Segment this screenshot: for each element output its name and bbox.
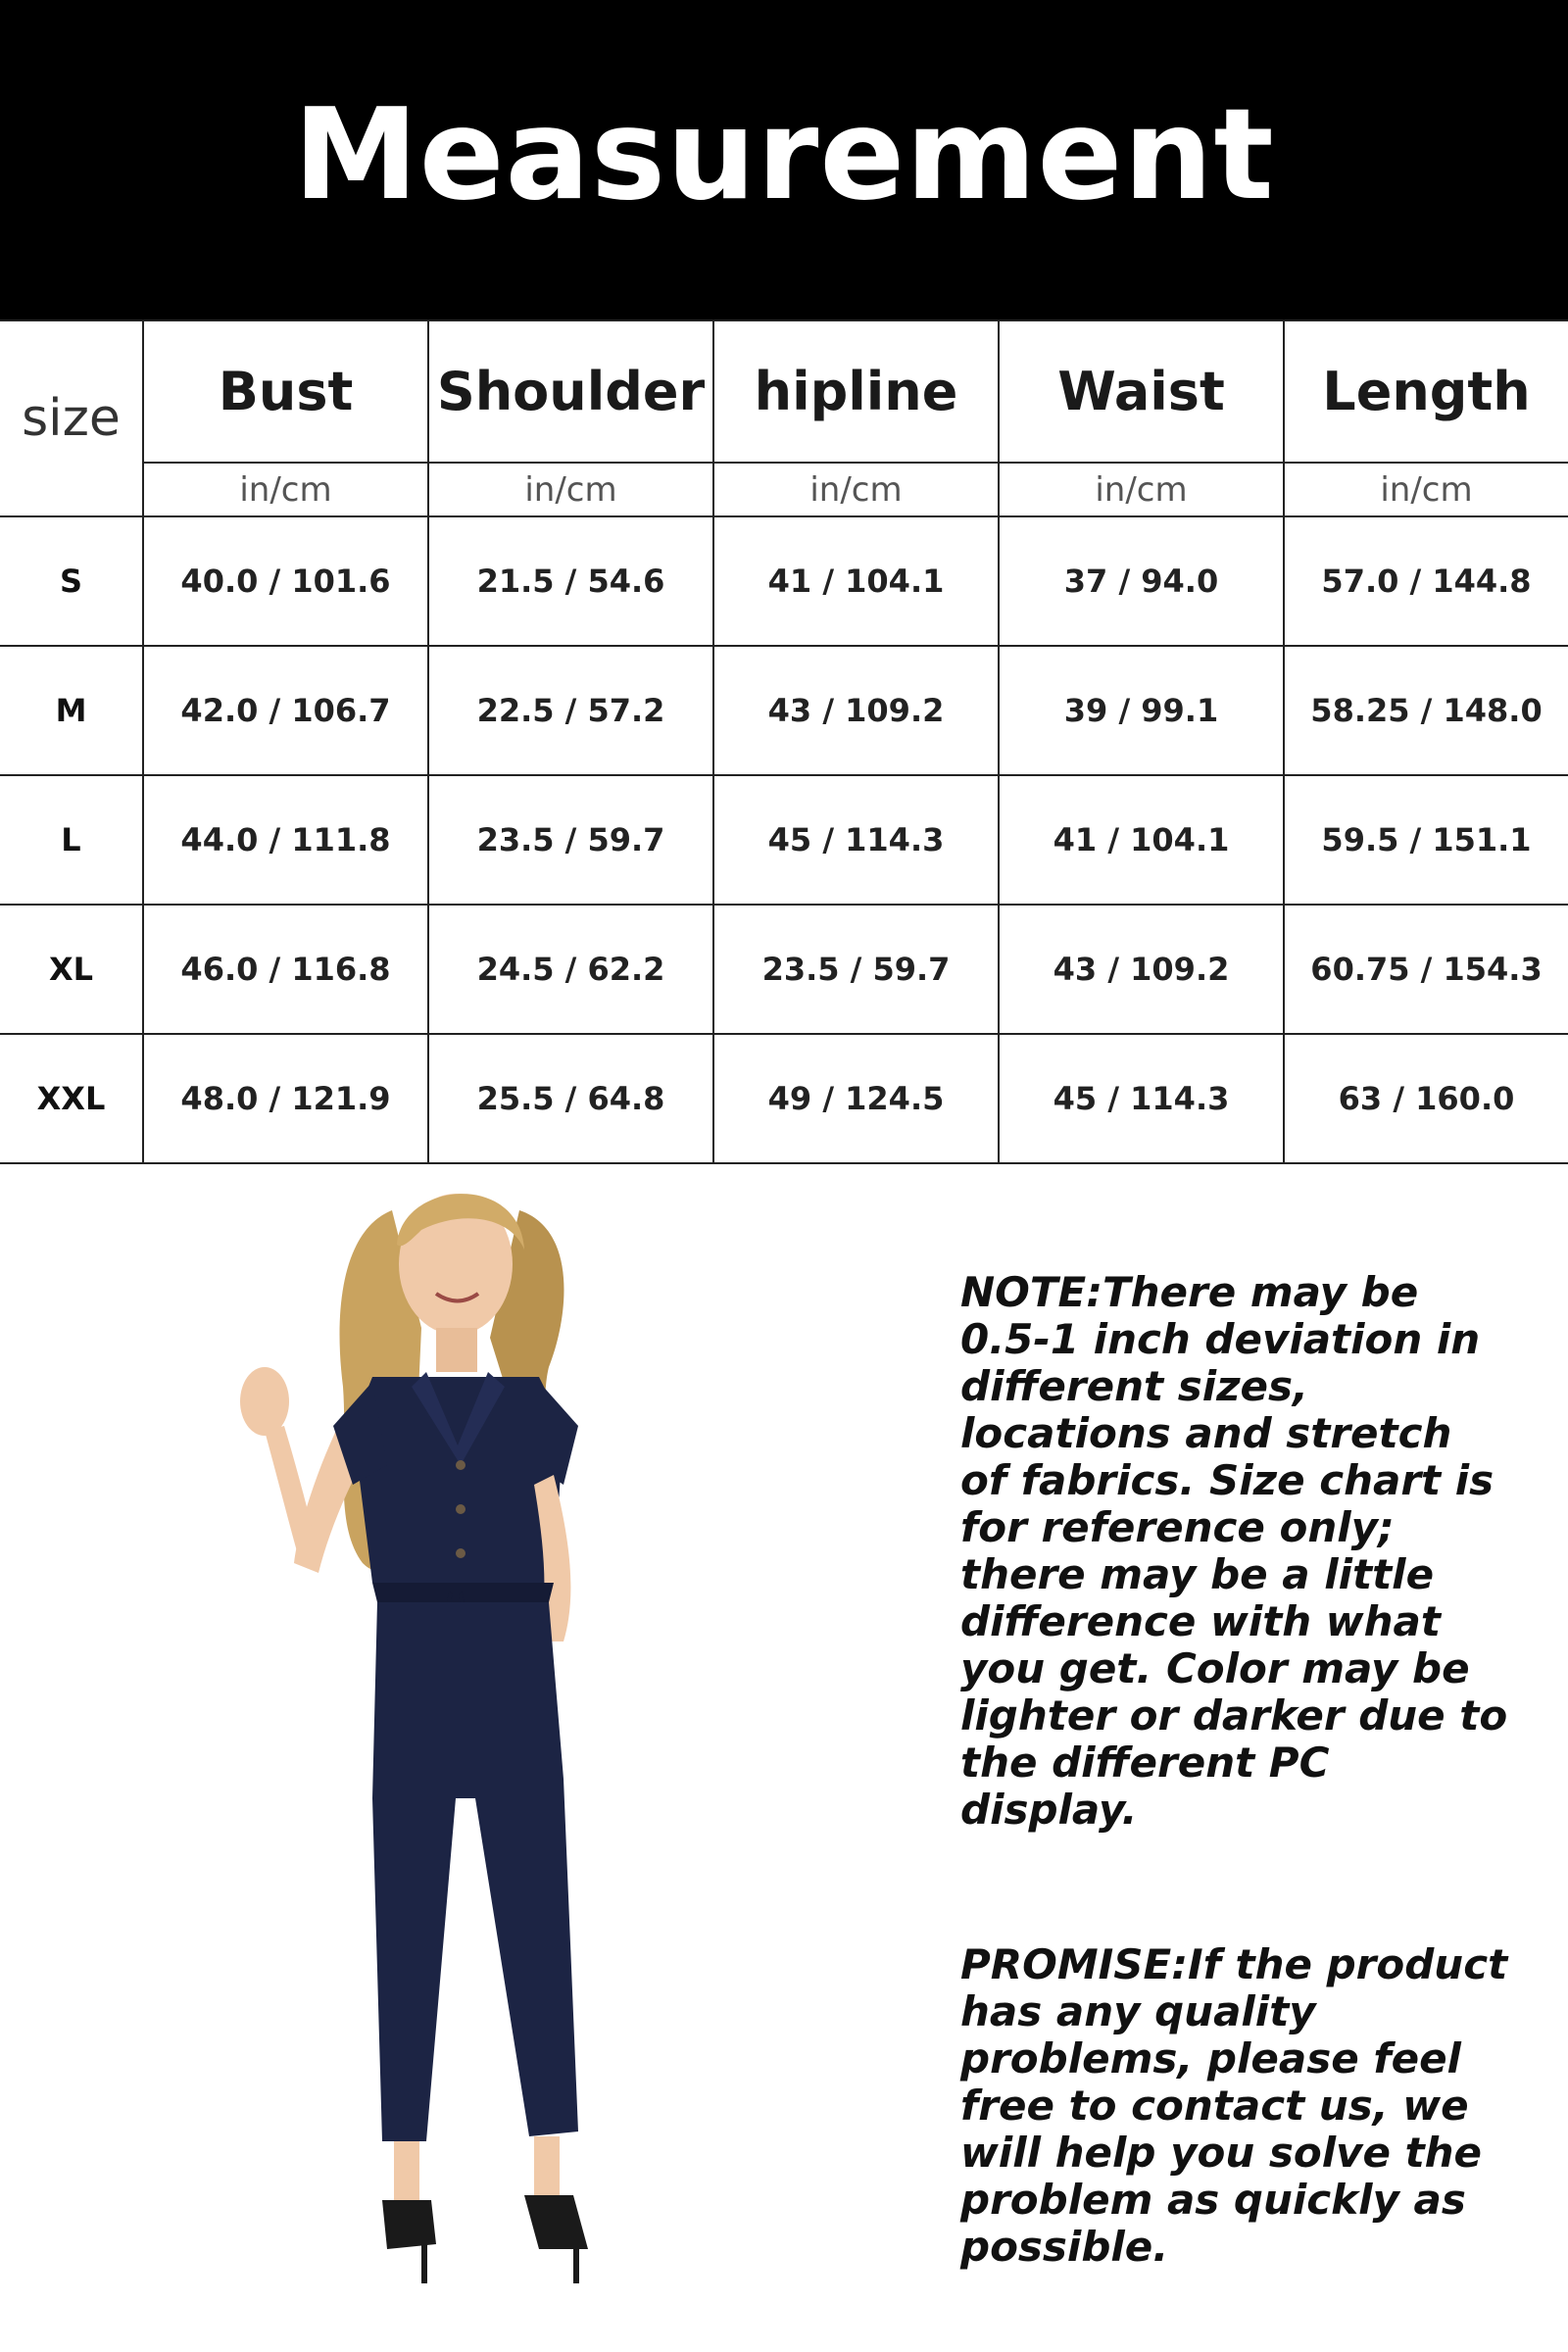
measurement-cell: 25.5 / 64.8 — [428, 1034, 713, 1163]
measurement-cell: 21.5 / 54.6 — [428, 516, 713, 646]
unit-label: in/cm — [999, 463, 1284, 516]
model-photo — [225, 1171, 774, 2342]
measurement-cell: 41 / 104.1 — [713, 516, 999, 646]
unit-label: in/cm — [1284, 463, 1568, 516]
measurement-cell: 46.0 / 116.8 — [143, 905, 428, 1034]
table-row — [0, 1034, 1568, 1163]
measurement-cell: 49 / 124.5 — [713, 1034, 999, 1163]
measurement-cell: 58.25 / 148.0 — [1284, 646, 1568, 775]
note-text: NOTE:There may be 0.5-1 inch deviation in different sizes, locations and stretch of fabrics. Size chart is for reference only; there may be a little difference with what you get. Color may be lighter or darker due to the different PC display. — [960, 1268, 1508, 1834]
measurement-cell: 45 / 114.3 — [999, 1034, 1284, 1163]
column-header-bust: Bust — [143, 320, 428, 463]
measurement-cell: 57.0 / 144.8 — [1284, 516, 1568, 646]
table-row — [0, 775, 1568, 905]
size-name: XL — [0, 905, 143, 1034]
measurement-cell: 60.75 / 154.3 — [1284, 905, 1568, 1034]
measurement-cell: 42.0 / 106.7 — [143, 646, 428, 775]
size-name: XXL — [0, 1034, 143, 1163]
measurement-cell: 23.5 / 59.7 — [428, 775, 713, 905]
column-header-shoulder: Shoulder — [428, 320, 713, 463]
size-name: L — [0, 775, 143, 905]
unit-label: in/cm — [143, 463, 428, 516]
measurement-cell: 24.5 / 62.2 — [428, 905, 713, 1034]
table-row — [0, 516, 1568, 646]
measurement-cell: 23.5 / 59.7 — [713, 905, 999, 1034]
column-header-waist: Waist — [999, 320, 1284, 463]
measurement-cell: 22.5 / 57.2 — [428, 646, 713, 775]
table-header-row — [0, 320, 1568, 463]
size-name: M — [0, 646, 143, 775]
table-row — [0, 905, 1568, 1034]
size-column-header: size — [0, 320, 143, 516]
measurement-cell: 48.0 / 121.9 — [143, 1034, 428, 1163]
page-title: Measurement — [293, 81, 1275, 228]
measurement-cell: 43 / 109.2 — [999, 905, 1284, 1034]
measurement-cell: 40.0 / 101.6 — [143, 516, 428, 646]
measurement-cell: 44.0 / 111.8 — [143, 775, 428, 905]
measurement-cell: 37 / 94.0 — [999, 516, 1284, 646]
unit-label: in/cm — [713, 463, 999, 516]
measurement-cell: 63 / 160.0 — [1284, 1034, 1568, 1163]
promise-text: PROMISE:If the product has any quality problems, please feel free to contact us, we will help you solve the problem as quickly as possible. — [960, 1940, 1508, 2271]
measurement-cell: 59.5 / 151.1 — [1284, 775, 1568, 905]
measurement-cell: 39 / 99.1 — [999, 646, 1284, 775]
unit-label: in/cm — [428, 463, 713, 516]
units-row — [0, 463, 1568, 516]
table-row — [0, 646, 1568, 775]
measurement-cell: 41 / 104.1 — [999, 775, 1284, 905]
header-banner — [0, 0, 1568, 319]
measurement-cell: 43 / 109.2 — [713, 646, 999, 775]
measurement-cell: 45 / 114.3 — [713, 775, 999, 905]
column-header-hipline: hipline — [713, 320, 999, 463]
size-table — [0, 319, 1568, 1164]
size-name: S — [0, 516, 143, 646]
notes-section — [960, 1269, 1509, 2271]
column-header-length: Length — [1284, 320, 1568, 463]
